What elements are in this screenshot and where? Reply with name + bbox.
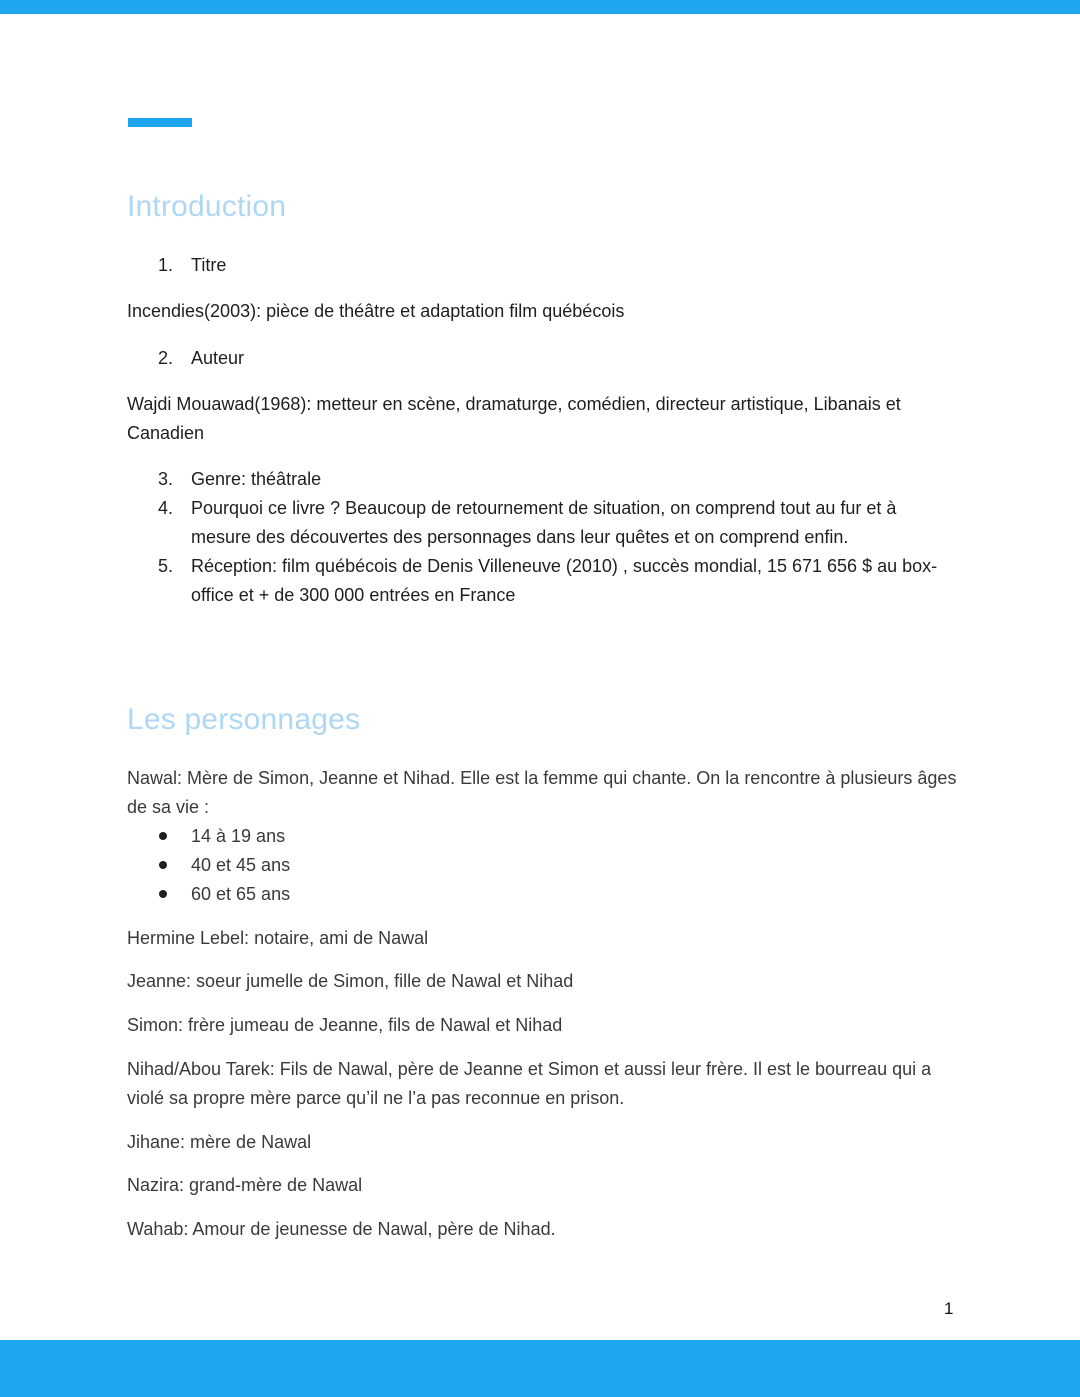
bullet-icon xyxy=(159,861,167,869)
author-paragraph: Wajdi Mouawad(1968): metteur en scène, dramaturge, comédien, directeur artistique, Libanais et Canadien xyxy=(127,394,901,443)
list-number: 2. xyxy=(158,348,174,368)
list-number: 5. xyxy=(158,556,174,576)
list-number: 1. xyxy=(158,255,174,275)
list-item-auteur: Auteur xyxy=(191,348,245,368)
bullet-icon xyxy=(159,890,167,898)
list-number: 3. xyxy=(158,469,174,489)
list-item-pourquoi: Pourquoi ce livre ? Beaucoup de retournement de situation, on comprend tout au fur et à mesure des découvertes des personnages dans leur quêtes et on comprend enfin. xyxy=(191,498,897,547)
age-item: 60 et 65 ans xyxy=(191,884,291,904)
list-item-reception: Réception: film québécois de Denis Villeneuve (2010) , succès mondial, 15 671 656 $ au box-office et + de 300 000 entrées en France xyxy=(191,556,938,605)
title-paragraph: Incendies(2003): pièce de théâtre et adaptation film québécois xyxy=(127,301,625,321)
introduction-heading: Introduction xyxy=(127,190,287,223)
list-item-titre: Titre xyxy=(191,255,227,275)
age-item: 14 à 19 ans xyxy=(191,826,286,846)
character-simon: Simon: frère jumeau de Jeanne, fils de Nawal et Nihad xyxy=(127,1015,563,1035)
bullet-icon xyxy=(159,832,167,840)
top-accent-bar xyxy=(0,0,1080,14)
character-jeanne: Jeanne: soeur jumelle de Simon, fille de Nawal et Nihad xyxy=(127,971,574,991)
page-number: 1 xyxy=(944,1299,954,1318)
character-jihane: Jihane: mère de Nawal xyxy=(127,1132,312,1152)
character-wahab: Wahab: Amour de jeunesse de Nawal, père de Nihad. xyxy=(127,1219,556,1239)
accent-dash xyxy=(128,118,192,127)
list-number: 4. xyxy=(158,498,174,518)
character-hermine: Hermine Lebel: notaire, ami de Nawal xyxy=(127,928,429,948)
bottom-accent-bar xyxy=(0,1340,1080,1397)
character-nihad: Nihad/Abou Tarek: Fils de Nawal, père de Jeanne et Simon et aussi leur frère. Il est le bourreau qui a violé sa propre mère parce qu’il ne l’a pas reconnue en prison. xyxy=(127,1059,932,1108)
personnages-heading: Les personnages xyxy=(127,703,361,736)
list-item-genre: Genre: théâtrale xyxy=(191,469,322,489)
character-nazira: Nazira: grand-mère de Nawal xyxy=(127,1175,363,1195)
age-item: 40 et 45 ans xyxy=(191,855,291,875)
character-nawal: Nawal: Mère de Simon, Jeanne et Nihad. Elle est la femme qui chante. On la rencontre à plusieurs âges de sa vie : xyxy=(127,768,957,817)
